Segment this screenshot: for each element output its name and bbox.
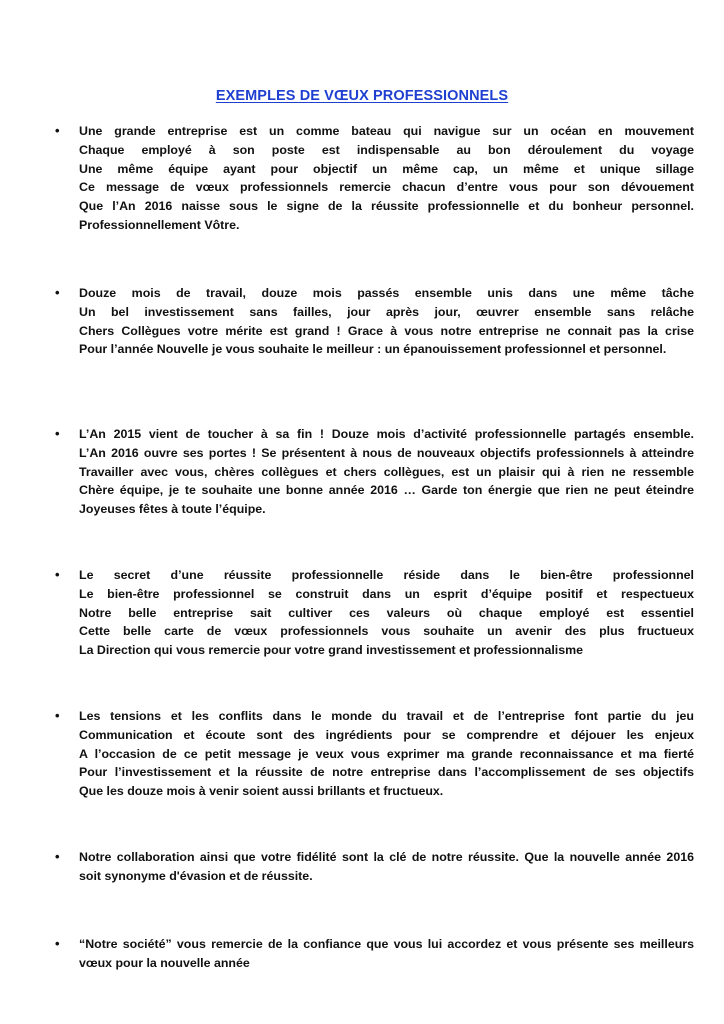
- wish-line: Une même équipe ayant pour objectif un même cap, un même et unique sillage: [79, 161, 694, 176]
- wish-line: Une grande entreprise est un comme bateau qui navigue sur un océan en mouvement: [79, 124, 694, 138]
- wish-line: La Direction qui vous remercie pour votre grand investissement et professionnalisme: [79, 643, 584, 658]
- wish-line: Les tensions et les conflits dans le monde du travail et de l’entreprise font partie du jeu: [79, 709, 694, 723]
- wish-text: [79, 935, 694, 973]
- bullet-icon: •: [55, 567, 60, 582]
- wish-line: Le bien-être professionnel se construit dans un esprit d’équipe positif et respectueux: [79, 586, 694, 601]
- bullet-icon: •: [55, 285, 60, 300]
- wish-line: Chère équipe, je te souhaite une bonne année 2016 … Garde ton énergie que rien ne peut éteindre: [79, 483, 694, 498]
- wish-line: L’An 2016 ouvre ses portes ! Se présentent à nous de nouveaux objectifs professionnels à atteindre: [79, 445, 694, 460]
- wish-text: [79, 707, 694, 801]
- bullet-icon: •: [55, 123, 60, 138]
- bullet-icon: •: [55, 936, 60, 951]
- wish-line: Chaque employé à son poste est indispensable au bon déroulement du voyage: [79, 142, 694, 157]
- wish-line: Joyeuses fêtes à toute l’équipe.: [79, 502, 266, 517]
- wish-line: Notre collaboration ainsi que votre fidélité sont la clé de notre réussite. Que la nouvelle année 2016: [79, 850, 694, 864]
- wish-line: Pour l’investissement et la réussite de notre entreprise dans l’accomplissement de ses objectifs: [79, 765, 694, 780]
- wish-line: Que les douze mois à venir soient aussi brillants et fructueux.: [79, 784, 444, 799]
- wish-item: [55, 707, 695, 801]
- wish-item: [55, 284, 695, 359]
- wish-line: Le secret d’une réussite professionnelle réside dans le bien-être professionnel: [79, 568, 694, 582]
- bullet-icon: •: [55, 426, 60, 441]
- wish-item: [55, 122, 695, 235]
- wish-text: [79, 284, 694, 359]
- wish-line: Pour l’année Nouvelle je vous souhaite le meilleur : un épanouissement professionnel et personnel.: [79, 342, 667, 357]
- wish-item: [55, 848, 695, 886]
- wish-text: [79, 425, 694, 519]
- document-title: EXEMPLES DE VŒUX PROFESSIONNELS: [215, 88, 509, 104]
- wish-line: Ce message de vœux professionnels remercie chacun d’entre vous pour son dévouement: [79, 180, 694, 195]
- wish-line: Que l’An 2016 naisse sous le signe de la réussite professionnelle et du bonheur personnel.: [79, 199, 694, 214]
- wish-line: Chers Collègues votre mérite est grand ! Grace à vous notre entreprise ne connait pas la crise: [79, 323, 694, 338]
- wish-line: soit synonyme d'évasion et de réussite.: [79, 868, 313, 883]
- wish-line: vœux pour la nouvelle année: [79, 955, 250, 970]
- wish-line: Notre belle entreprise sait cultiver ces valeurs où chaque employé est essentiel: [79, 605, 694, 620]
- wish-text: [79, 122, 694, 235]
- wish-line: “Notre société” vous remercie de la confiance que vous lui accordez et vous présente ses meilleurs: [79, 937, 694, 951]
- wish-line: Douze mois de travail, douze mois passés ensemble unis dans une même tâche: [79, 286, 694, 300]
- wish-text: [79, 566, 694, 660]
- wish-item: [55, 566, 695, 660]
- wish-line: Travailler avec vous, chères collègues et chers collègues, est un plaisir qui à rien ne ressemble: [79, 464, 694, 479]
- wish-text: [79, 848, 694, 886]
- wish-line: L’An 2015 vient de toucher à sa fin ! Douze mois d’activité professionnelle partagés ensemble.: [79, 427, 694, 441]
- bullet-icon: •: [55, 708, 60, 723]
- bullet-icon: •: [55, 849, 60, 864]
- wish-item: [55, 935, 695, 973]
- wish-line: Un bel investissement sans failles, jour après jour, œuvrer ensemble sans relâche: [79, 304, 694, 319]
- wish-item: [55, 425, 695, 519]
- wish-line: Cette belle carte de vœux professionnels vous souhaite un avenir des plus fructueux: [79, 624, 694, 639]
- wish-line: Professionnellement Vôtre.: [79, 217, 240, 232]
- wish-line: A l’occasion de ce petit message je veux vous exprimer ma grande reconnaissance et ma fierté: [79, 746, 694, 761]
- wish-line: Communication et écoute sont des ingrédients pour se comprendre et déjouer les enjeux: [79, 727, 694, 742]
